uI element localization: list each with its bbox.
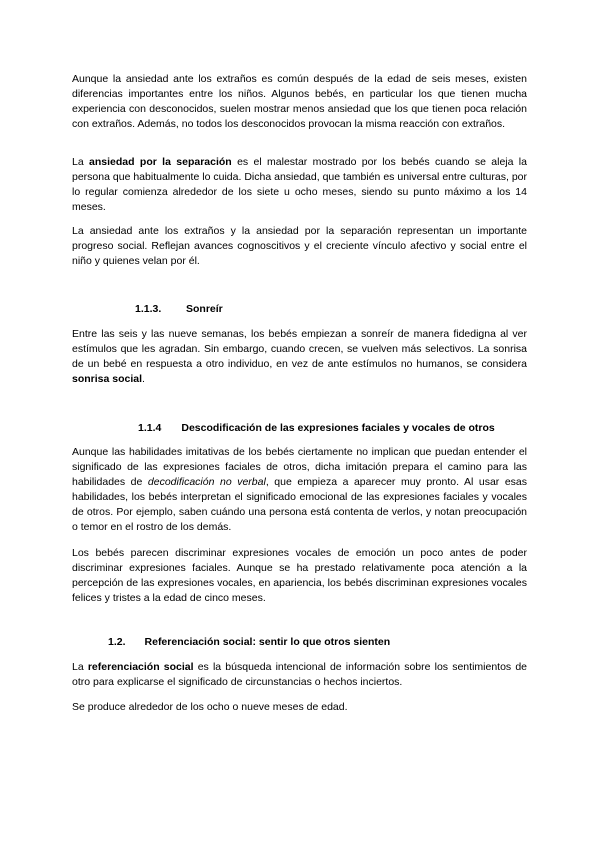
paragraph-stranger-anxiety: Aunque la ansiedad ante los extraños es común después de la edad de seis meses, existen diferencias importantes entre los niños. Algunos bebés, en particular los que tienen mucha experiencia con desconocidos, suelen mostrar menos ansiedad que los que tienen poca relación con extraños. Además, no todos los desconocidos provocan la misma reacción con extraños.: [72, 73, 527, 130]
text-run: es la búsqueda intencional de información sobre los sentimientos de otro para explicarse el significado de circunstancias o hechos inciertos.: [72, 661, 528, 688]
heading-title: Referenciación social: sentir lo que otros sienten: [144, 636, 391, 648]
text-run: La: [72, 156, 90, 168]
text-run: .: [142, 373, 145, 385]
text-run: La: [72, 661, 88, 673]
heading-title: Sonreír: [186, 303, 223, 315]
term-social-referencing: referenciación social: [87, 661, 194, 673]
paragraph-separation-anxiety: [72, 155, 527, 215]
term-social-smile: sonrisa social: [72, 373, 143, 385]
term-separation-anxiety: ansiedad por la separación: [89, 156, 232, 168]
paragraph-vocal-expressions: Los bebés parecen discriminar expresiones vocales de emoción un poco antes de poder discriminar expresiones faciales. Aunque se ha prestado relativamente poca atención a la percepción de las expresiones vocales, en apariencia, los bebés discriminan expresiones vocales felices y tristes a la edad de cinco meses.: [72, 547, 527, 604]
heading-number: 1.2.: [108, 636, 126, 648]
text-run: , que empieza a aparecer muy pronto. Al usar esas habilidades, los bebés interpretan el significado emocional de las expresiones faciales y vocales de otros. Por ejemplo, saben cuándo una persona está contenta de verlos, y notan preocupación o temor en el rostro de los demás.: [72, 476, 528, 533]
paragraph-onset-age: Se produce alrededor de los ocho o nueve meses de edad.: [72, 701, 348, 713]
section-heading-1-2: [108, 635, 390, 650]
term-nonverbal-decoding: decodificación no verbal: [147, 476, 266, 488]
text-run: Aunque las habilidades imitativas de los bebés ciertamente no implican que puedan entender el significado de las expresiones faciales de otros, dicha imitación prepara el camino para las habilidades de: [72, 446, 527, 488]
paragraph-decoding-expressions: [72, 445, 527, 535]
section-heading-1-1-4: [138, 421, 495, 436]
heading-number: 1.1.3.: [135, 303, 162, 315]
section-heading-1-1-3: [135, 302, 223, 317]
heading-title: Descodificación de las expresiones faciales y vocales de otros: [181, 422, 495, 434]
text-run: es el malestar mostrado por los bebés cuando se aleja la persona que habitualmente lo cuida. Dicha ansiedad, que también es universal entre culturas, por lo regular comienza alrededor de los siete u ocho meses, siendo su punto máximo a los 14 meses.: [72, 156, 527, 213]
paragraph-social-referencing: [72, 660, 527, 690]
heading-number: 1.1.4: [138, 422, 162, 434]
paragraph-smiling: [72, 327, 527, 387]
text-run: Entre las seis y las nueve semanas, los bebés empiezan a sonreír de manera fidedigna al ver estímulos que les agradan. Sin embargo, cuando crecen, se vuelven más selectivos. La sonrisa de un bebé en respuesta a otro individuo, en vez de ante estímulos no humanos, se considera: [72, 328, 527, 370]
paragraph-social-progress: La ansiedad ante los extraños y la ansiedad por la separación representan un importante progreso social. Reflejan avances cognoscitivos y el creciente vínculo afectivo y social entre el niño y quienes velan por él.: [72, 225, 527, 267]
